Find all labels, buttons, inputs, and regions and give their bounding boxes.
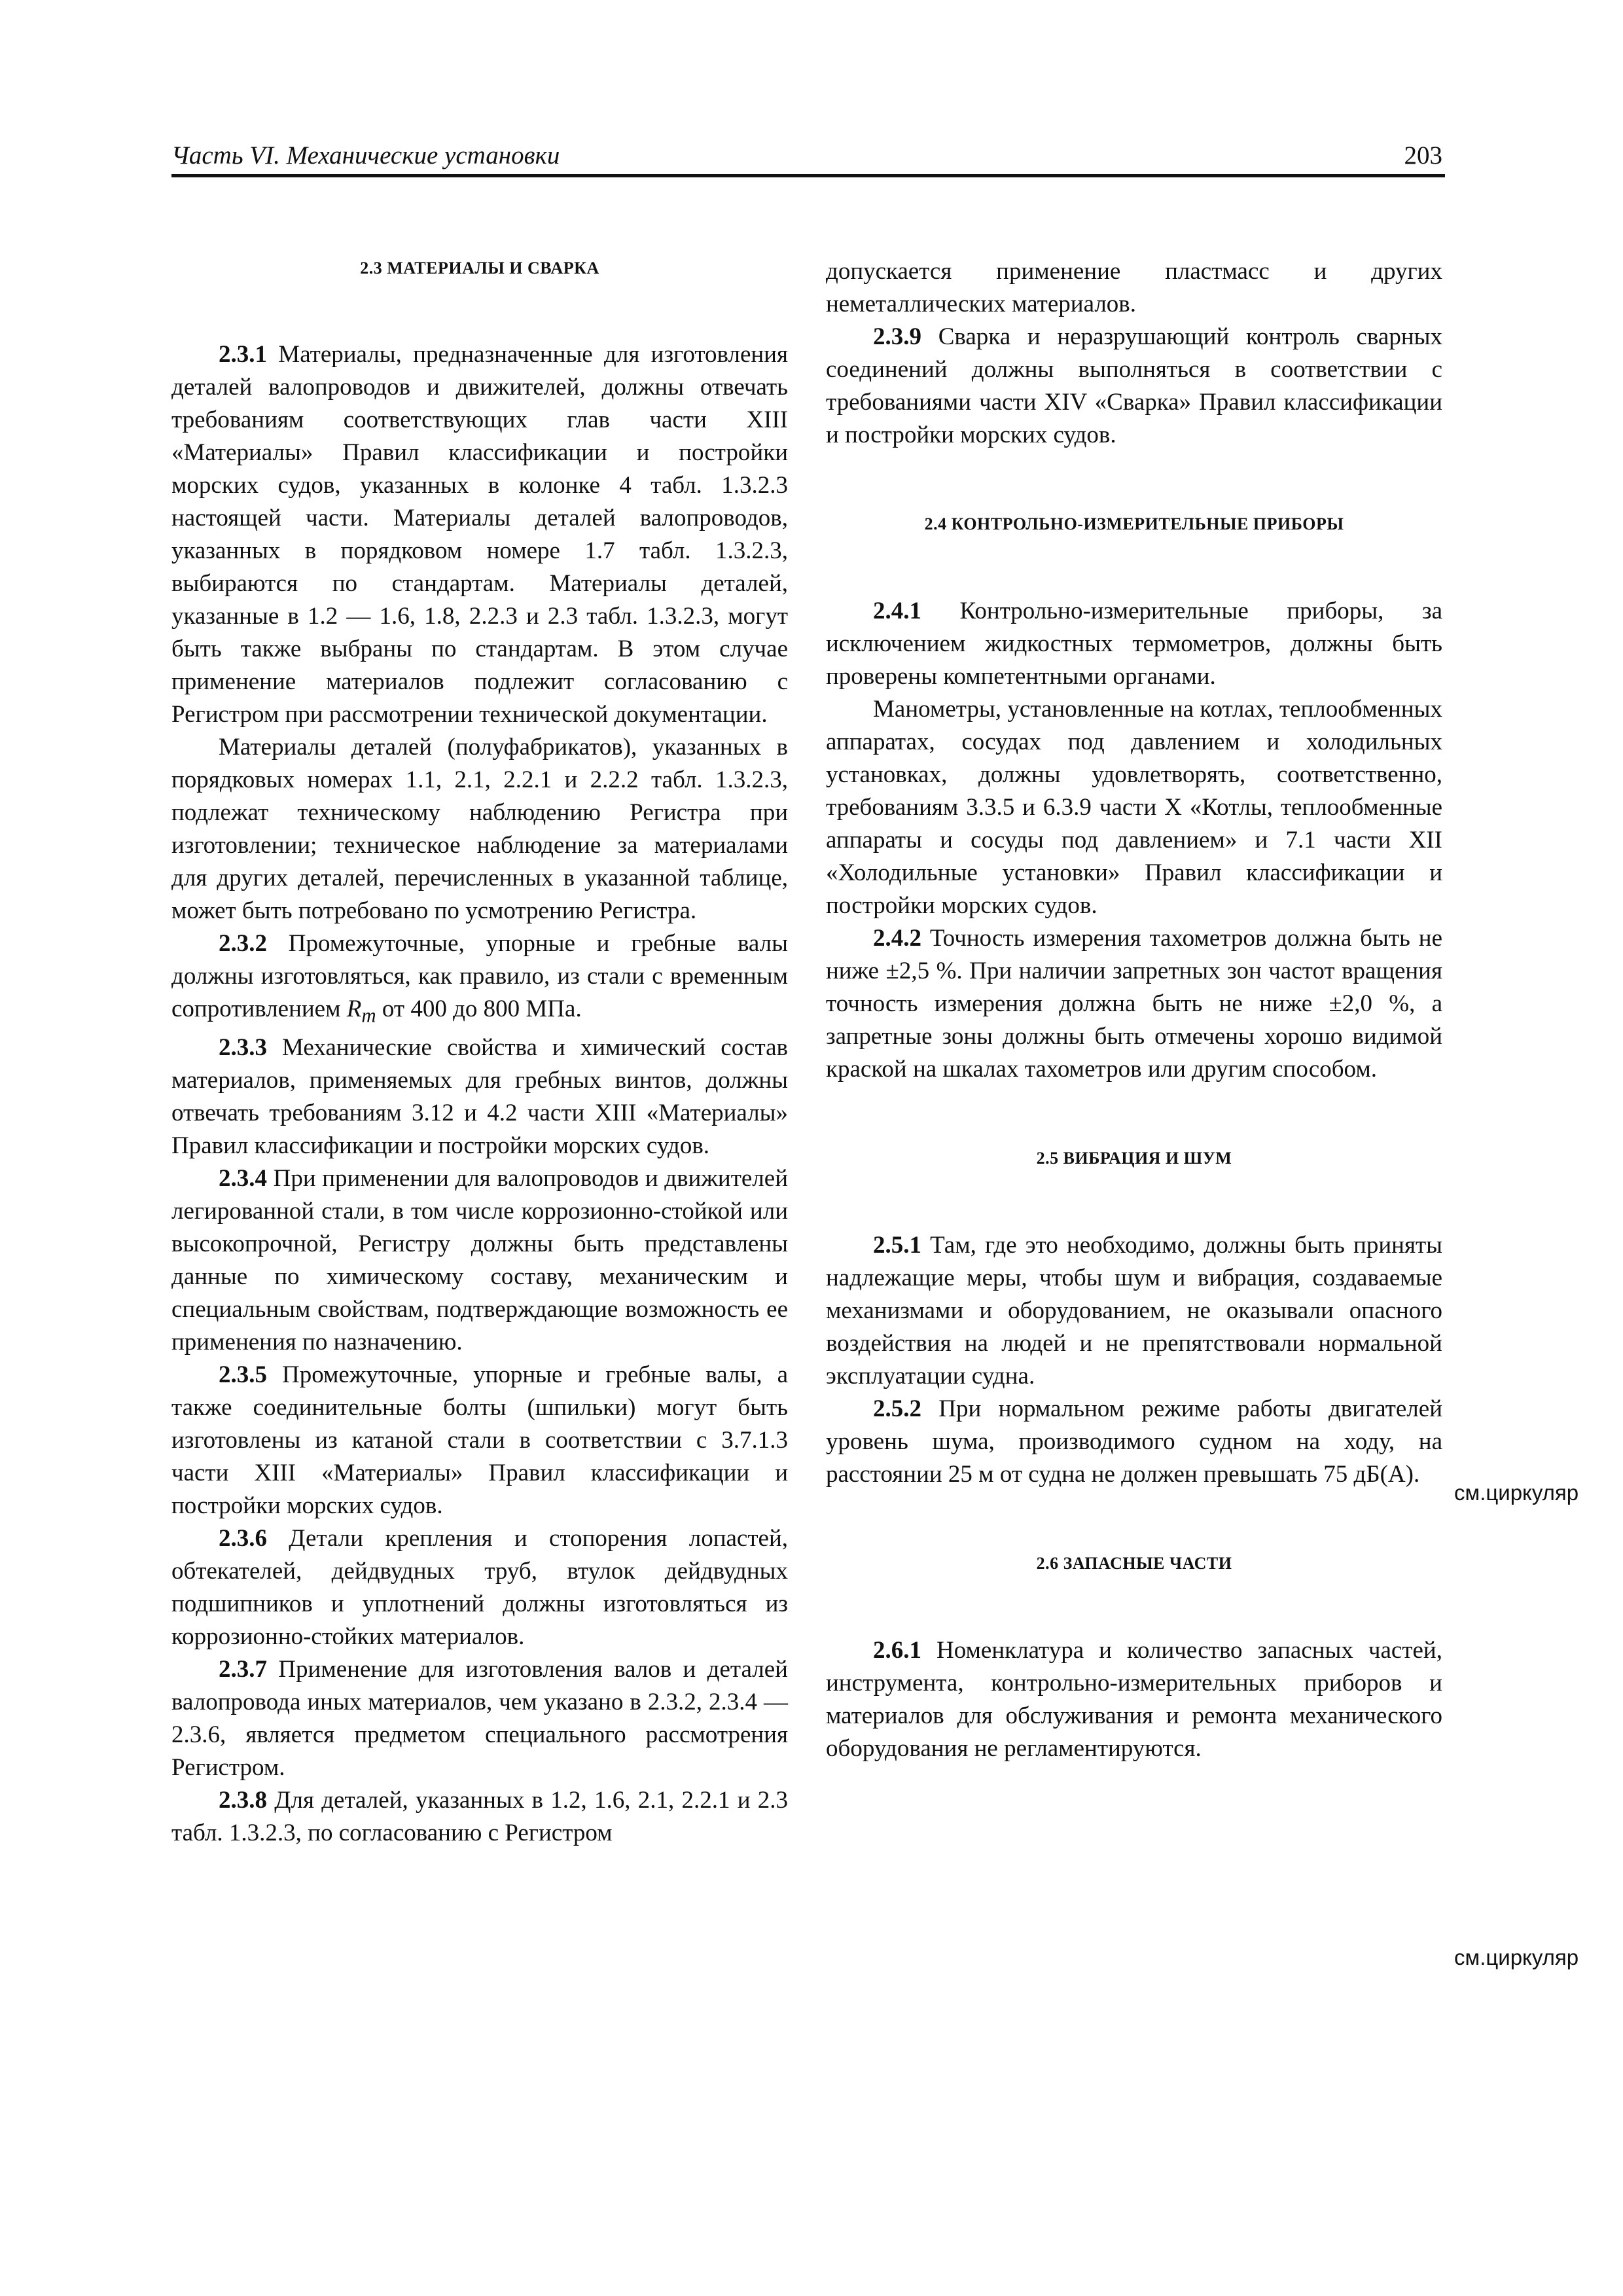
section-title-2-3: 2.3 МАТЕРИАЛЫ И СВАРКА xyxy=(360,259,599,278)
clause-number: 2.4.2 xyxy=(873,925,921,952)
clause-number: 2.3.7 xyxy=(219,1656,267,1683)
paragraph-2-5-2: 2.5.2 При нормальном режиме работы двигателей уровень шума, производимого судном на ходу, на расстоянии 25 м от судна не должен превышать 75 дБ(А). xyxy=(826,1395,1442,1488)
paragraph-2-5-1: 2.5.1 Там, где это необходимо, должны быть приняты надлежащие меры, чтобы шум и вибрация, создаваемые механизмами и оборудованием, не оказывали опасного воздействия на людей и не препятствовали нормальной эксплуатации судна. xyxy=(826,1232,1442,1390)
paragraph-2-3-7: 2.3.7 Применение для изготовления валов и деталей валопровода иных материалов, чем указано в 2.3.2, 2.3.4 — 2.3.6, является предметом специального рассмотрения Регистром. xyxy=(171,1656,788,1782)
clause-number: 2.3.3 xyxy=(219,1034,267,1062)
paragraph-2-6-1: 2.6.1 Номенклатура и количество запасных частей, инструмента, контрольно-измерительных приборов и материалов для обслуживания и ремонта механического оборудования не регламентируются. xyxy=(826,1637,1442,1762)
right-column xyxy=(826,255,1442,1765)
section-title-2-4: 2.4 КОНТРОЛЬНО-ИЗМЕРИТЕЛЬНЫЕ ПРИБОРЫ xyxy=(924,514,1344,533)
paragraph-2-4-1: 2.4.1 Контрольно-измерительные приборы, за исключением жидкостных термометров, должны быть проверены компетентными органами. xyxy=(826,598,1442,690)
clause-number: 2.3.5 xyxy=(219,1361,267,1389)
clause-number: 2.3.9 xyxy=(873,323,921,350)
clause-number: 2.5.2 xyxy=(873,1395,921,1422)
clause-number: 2.3.8 xyxy=(219,1787,267,1814)
paragraph-2-3-8: 2.3.8 Для деталей, указанных в 1.2, 1.6, 2.1, 2.2.1 и 2.3 табл. 1.3.2.3, по согласованию с Регистром xyxy=(171,1787,788,1847)
margin-note-circular-2: см.циркуляр xyxy=(1454,1945,1579,1969)
paragraph-2-3-6: 2.3.6 Детали крепления и стопорения лопастей, обтекателей, дейдвудных труб, втулок дейдвудных подшипников и уплотнений должны изготовляться из коррозионно-стойких материалов. xyxy=(171,1525,788,1651)
paragraph-2-3-9: 2.3.9 Сварка и неразрушающий контроль сварных соединений должны выполняться в соответствии с требованиями части XIV «Сварка» Правил классификации и постройки морских судов. xyxy=(826,323,1442,448)
clause-number: 2.4.1 xyxy=(873,598,921,624)
running-header-title: Часть VI. Механические установки xyxy=(171,141,560,170)
paragraph-2-3-1: 2.3.1 Материалы, предназначенные для изготовления деталей валопроводов и движителей, должны отвечать требованиям соответствующих глав части XIII «Материалы» Правил классификации и постройки морских судов, указанных в колонке 4 табл. 1.3.2.3 настоящей части. Материалы деталей валопроводов, указанных в порядковом номере 1.7 табл. 1.3.2.3, выбираются по стандартам. Материалы деталей, указанные в 1.2 — 1.6, 1.8, 2.2.3 и 2.3 табл. 1.3.2.3, могут быть также выбраны по стандартам. В этом случае применение материалов подлежит согласованию с Регистром при рассмотрении технической документации. xyxy=(171,341,788,728)
clause-number: 2.3.4 xyxy=(219,1165,267,1193)
paragraph-2-3-5: 2.3.5 Промежуточные, упорные и гребные валы, а также соединительные болты (шпильки) могут быть изготовлены из катаной стали в соответствии с 3.7.1.3 части XIII «Материалы» Правил классификации и постройки морских судов. xyxy=(171,1361,788,1520)
paragraph-2-3-4: 2.3.4 При применении для валопроводов и движителей легированной стали, в том числе коррозионно-стойкой или высокопрочной, Регистру должны быть представлены данные по химическому составу, механическим и специальным свойствам, подтверждающие возможность ее применения по назначению. xyxy=(171,1165,788,1356)
left-column xyxy=(171,252,788,1850)
paragraph-2-3-8-cont: допускается применение пластмасс и других неметаллических материалов. xyxy=(826,258,1442,317)
margin-note-circular-1: см.циркуляр xyxy=(1454,1480,1579,1505)
clause-number: 2.6.1 xyxy=(873,1637,921,1664)
paragraph-2-4-1-cont: Манометры, установленные на котлах, теплообменных аппаратах, сосудах под давлением и холодильных установках, должны удовлетворять, соответственно, требованиям 3.3.5 и 6.3.9 части X «Котлы, теплообменные аппараты и сосуды под давлением» и 7.1 части XII «Холодильные установки» Правил классификации и постройки морских судов. xyxy=(826,696,1442,919)
section-title-2-5: 2.5 ВИБРАЦИЯ И ШУМ xyxy=(1036,1149,1232,1168)
header-rule xyxy=(171,174,1445,177)
paragraph-2-3-2: 2.3.2 Промежуточные, упорные и гребные валы должны изготовляться, как правило, из стали с временным сопротивлением $R_m$ от 400 до 800 МПа. xyxy=(171,930,788,1027)
clause-number: 2.3.1 xyxy=(219,341,267,368)
paragraph-2-3-1-cont: Материалы деталей (полуфабрикатов), указанных в порядковых номерах 1.1, 2.1, 2.2.1 и 2.2.2 табл. 1.3.2.3, подлежат техническому наблюдению Регистра при изготовлении; техническое наблюдение за материалами для других деталей, перечисленных в указанной таблице, может быть потребовано по усмотрению Регистра. xyxy=(171,734,788,924)
paragraph-2-4-2: 2.4.2 Точность измерения тахометров должна быть не ниже ±2,5 %. При наличии запретных зон частот вращения точность измерения должна быть не ниже ±2,0 %, а запретные зоны должны быть отмечены хорошо видимой краской на шкалах тахометров или другим способом. xyxy=(826,925,1442,1083)
clause-number: 2.3.6 xyxy=(219,1525,267,1552)
symbol-rm: R xyxy=(346,996,362,1022)
clause-number: 2.3.2 xyxy=(219,930,267,957)
section-title-2-6: 2.6 ЗАПАСНЫЕ ЧАСТИ xyxy=(1036,1554,1232,1573)
clause-number: 2.5.1 xyxy=(873,1232,921,1259)
paragraph-2-3-3: 2.3.3 Механические свойства и химический состав материалов, применяемых для гребных винтов, должны отвечать требованиям 3.12 и 4.2 части XIII «Материалы» Правил классификации и постройки морских судов. xyxy=(171,1034,788,1160)
page-number: 203 xyxy=(1404,141,1442,170)
